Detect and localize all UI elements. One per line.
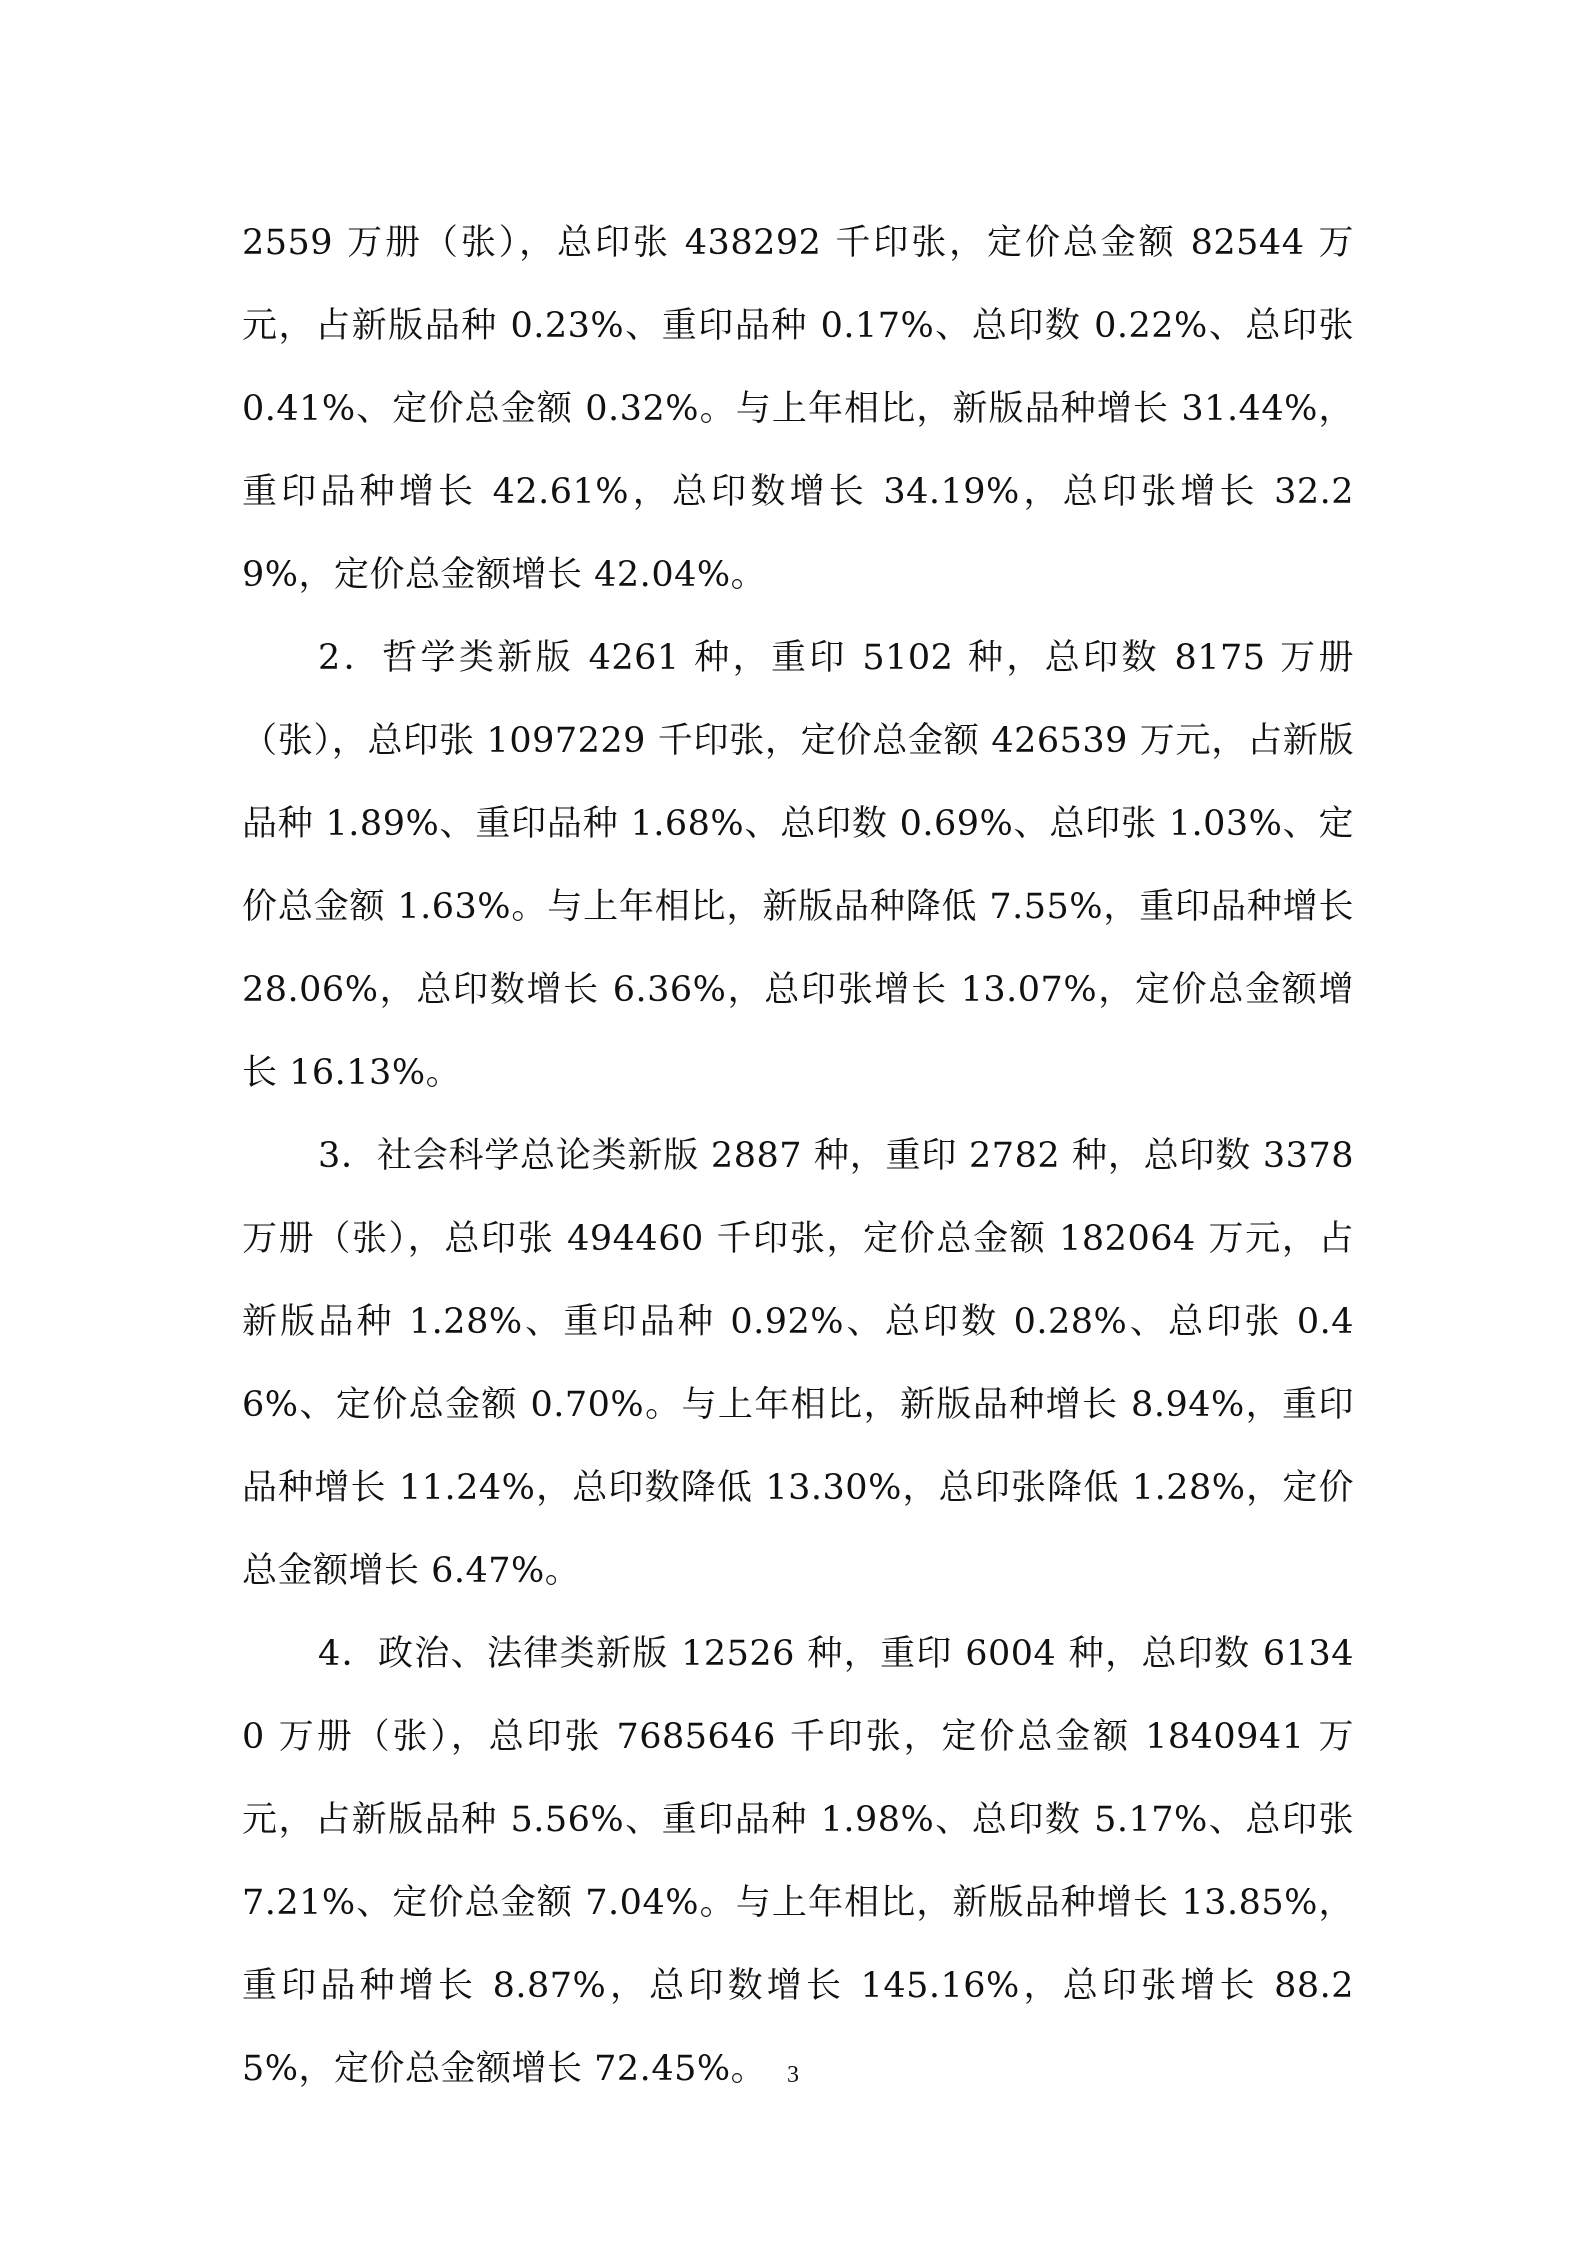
paragraph-social-science: 3．社会科学总论类新版 2887 种，重印 2782 种，总印数 3378 万册（张），总印张 494460 千印张，定价总金额 182064 万元，占新版品种 1.28%、重印品种 0.92%、总印数 0.28%、总印张 0.46%、定价总金额 0.70%。与上年相比，新版品种增长 8.94%，重印品种增长 11.24%，总印数降低 13.30%，总印张降低 1.28%，定价总金额增长 6.47%。 — [242, 1136, 1354, 1591]
paragraph-politics-law: 4．政治、法律类新版 12526 种，重印 6004 种，总印数 61340 万册（张），总印张 7685646 千印张，定价总金额 1840941 万元，占新版品种 5.56%、重印品种 1.98%、总印数 5.17%、总印张 7.21%、定价总金额 7.04%。与上年相比，新版品种增长 13.85%，重印品种增长 8.87%，总印数增长 145.16%，总印张增长 88.25%，定价总金额增长 72.45%。 — [242, 1634, 1354, 2089]
paragraph-continuation: 2559 万册（张），总印张 438292 千印张，定价总金额 82544 万元，占新版品种 0.23%、重印品种 0.17%、总印数 0.22%、总印张 0.41%、定价总金额 0.32%。与上年相比，新版品种增长 31.44%，重印品种增长 42.61%，总印数增长 34.19%，总印张增长 32.29%，定价总金额增长 42.04%。 — [242, 223, 1354, 595]
document-body — [242, 202, 1354, 2111]
paragraph-philosophy: 2．哲学类新版 4261 种，重印 5102 种，总印数 8175 万册（张），总印张 1097229 千印张，定价总金额 426539 万元，占新版品种 1.89%、重印品种 1.68%、总印数 0.69%、总印张 1.03%、定价总金额 1.63%。与上年相比，新版品种降低 7.55%，重印品种增长 28.06%，总印数增长 6.36%，总印张增长 13.07%，定价总金额增长 16.13%。 — [242, 638, 1354, 1093]
page-number: 3 — [787, 2062, 799, 2088]
